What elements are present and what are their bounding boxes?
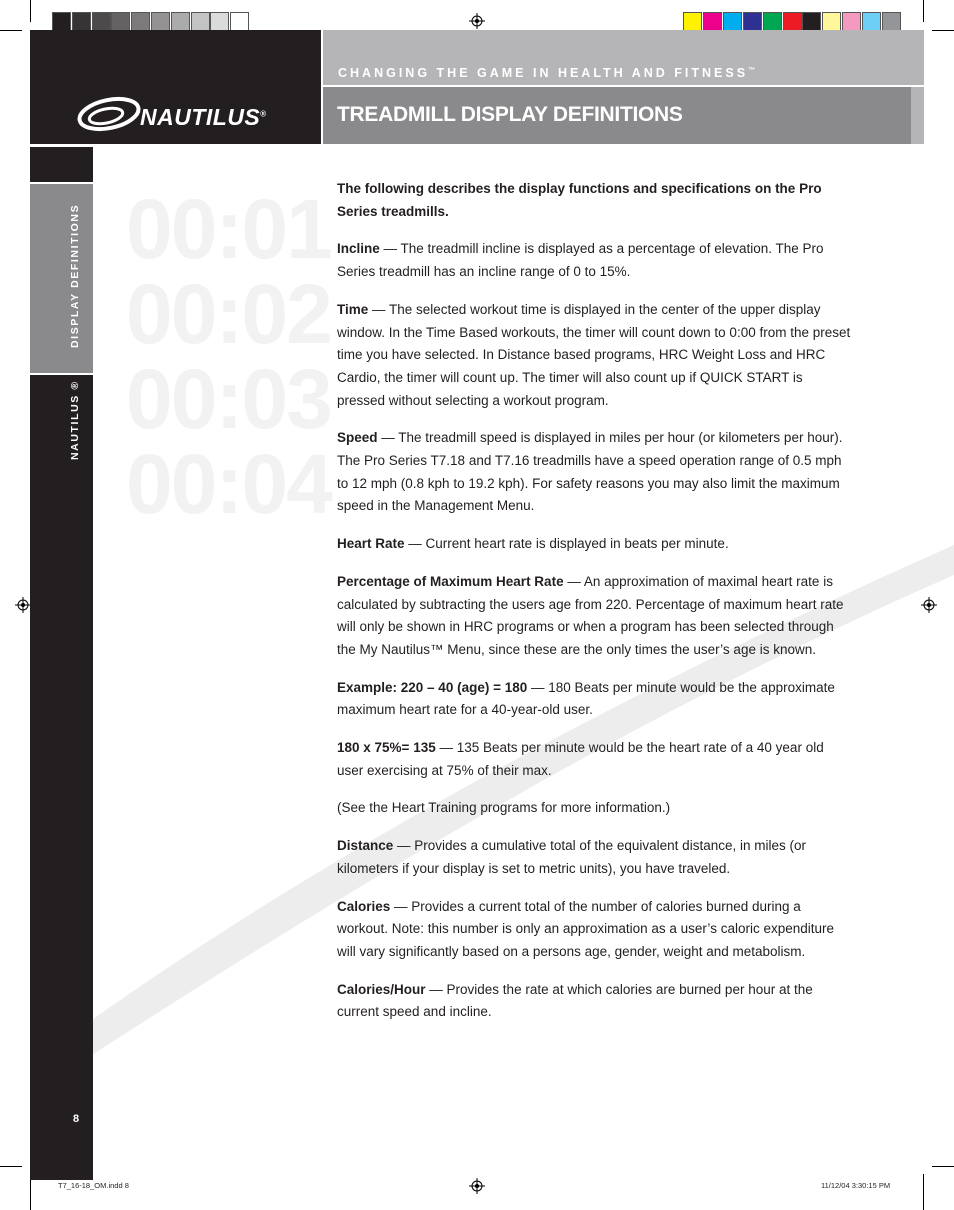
registration-mark-icon	[469, 13, 485, 29]
registration-mark-icon	[15, 597, 31, 613]
definition-term: 180 x 75%= 135	[337, 740, 436, 756]
decorative-timer: 00:04	[126, 437, 331, 531]
definition-term: Speed	[337, 430, 378, 446]
definition-term: Time	[337, 301, 369, 317]
title-bar-edge	[911, 87, 924, 144]
definition-term: Calories	[337, 898, 391, 914]
gray-swatch	[191, 12, 210, 32]
gray-swatch	[72, 12, 91, 32]
color-swatch	[683, 12, 702, 32]
color-swatch	[743, 12, 762, 32]
definition-term: Calories/Hour	[337, 981, 426, 997]
definition-term: Distance	[337, 838, 394, 854]
crop-mark	[923, 0, 924, 22]
definition-text: (See the Heart Training programs for more information.)	[337, 800, 671, 816]
color-swatch	[882, 12, 901, 32]
crop-mark	[0, 1166, 22, 1167]
definition-text: — 135 Beats per minute would be the heart rate of a 40 year old user exercising at 75% of their max.	[337, 740, 824, 778]
crop-mark	[923, 1174, 924, 1210]
page-number: 8	[73, 1113, 80, 1125]
registration-mark-icon	[469, 1178, 485, 1194]
definition-text: — 180 Beats per minute would be the approximate maximum heart rate for a 40-year-old user.	[337, 679, 835, 718]
gray-swatch	[151, 12, 170, 32]
gray-swatch	[52, 12, 71, 32]
decorative-timer: 00:02	[126, 267, 331, 361]
definition-term: Percentage of Maximum Heart Rate	[337, 573, 564, 589]
color-swatch	[763, 12, 782, 32]
definition-item	[337, 533, 852, 556]
footer-filename: T7_16-18_OM.indd 8	[58, 1181, 129, 1190]
gray-swatch	[131, 12, 150, 32]
definition-item	[337, 896, 852, 964]
definition-item	[337, 737, 852, 782]
footer-timestamp: 11/12/04 3:30:15 PM	[821, 1181, 891, 1190]
definition-term: Incline	[337, 241, 380, 257]
definition-text: — The treadmill incline is displayed as a percentage of elevation. The Pro Series treadmill has an incline range of 0 to 15%.	[337, 241, 824, 280]
definition-text: — An approximation of maximal heart rate is calculated by subtracting the users age from 220. Percentage of maximum heart rate will only be shown in HRC programs or when a program has been selected through the My Nautilus™ Menu, since these are the only times the user’s age is known.	[337, 573, 844, 657]
color-swatch	[802, 12, 821, 32]
sidebar-top-block	[30, 147, 93, 182]
gray-swatch	[210, 12, 229, 32]
color-swatch	[822, 12, 841, 32]
color-swatch	[783, 12, 802, 32]
color-swatch	[723, 12, 742, 32]
definition-item	[337, 677, 852, 722]
definition-item	[337, 979, 852, 1024]
sidebar-section-tab	[30, 184, 93, 373]
definitions-body	[337, 178, 852, 1039]
definition-text: — Provides a cumulative total of the equivalent distance, in miles (or kilometers if your display is set to metric units), you have traveled.	[337, 838, 806, 876]
definition-term: Example: 220 – 40 (age) = 180	[337, 679, 531, 695]
definition-item	[337, 299, 852, 413]
definition-text: — Provides a current total of the number of calories burned during a workout. Note: this number is only an approximation as a user’s caloric expenditure will vary significantly based on a persons age, gender, weight and metabolism.	[337, 898, 835, 959]
gray-swatch	[171, 12, 190, 32]
page-title: TREADMILL DISPLAY DEFINITIONS	[337, 103, 683, 126]
decorative-timer: 00:01	[126, 182, 331, 276]
color-swatch	[862, 12, 881, 32]
definition-item	[337, 238, 852, 283]
gray-swatch	[92, 12, 111, 32]
definition-text: — Provides the rate at which calories are burned per hour at the current speed and incline.	[337, 981, 813, 1020]
definition-list	[337, 238, 852, 1024]
sidebar-brand-label: NAUTILUS ®	[69, 380, 81, 460]
definition-text: — The treadmill speed is displayed in miles per hour (or kilometers per hour). The Pro Series T7.18 and T7.16 treadmills have a speed operation range of 0.5 mph to 12 mph (0.8 kph to 19.2 kph). For safety reasons you may also limit the maximum speed in the Management Menu.	[337, 430, 843, 514]
intro-paragraph: The following describes the display functions and specifications on the Pro Series treadmills.	[337, 181, 822, 219]
color-swatch	[842, 12, 861, 32]
crop-mark	[30, 0, 31, 22]
tagline: CHANGING THE GAME IN HEALTH AND FITNESS™	[338, 66, 756, 80]
color-swatch	[703, 12, 722, 32]
gray-swatch	[111, 12, 130, 32]
definition-item	[337, 571, 852, 662]
crop-mark	[932, 1166, 954, 1167]
definition-item	[337, 427, 852, 518]
sidebar-section-label: DISPLAY DEFINITIONS	[69, 203, 81, 348]
gray-swatch	[230, 12, 249, 32]
crop-mark	[932, 30, 954, 31]
definition-item	[337, 797, 852, 820]
decorative-timer: 00:03	[126, 352, 331, 446]
sidebar-brand-strip	[30, 375, 93, 1180]
definition-text: — Current heart rate is displayed in beats per minute.	[404, 536, 729, 552]
brand-wordmark: NAUTILUS®	[140, 104, 267, 130]
definition-text: — The selected workout time is displayed in the center of the upper display window. In the Time Based workouts, the timer will count down to 0:00 from the preset time you have selected. In Distance based programs, HRC Weight Loss and HRC Cardio, the timer will count up. The timer will also count up if QUICK START is pressed without selecting a workout program.	[337, 301, 851, 408]
definition-item	[337, 835, 852, 880]
definition-term: Heart Rate	[337, 536, 405, 552]
crop-mark	[0, 30, 22, 31]
nautilus-swirl-logo-icon	[76, 94, 142, 134]
registration-mark-icon	[921, 597, 937, 613]
